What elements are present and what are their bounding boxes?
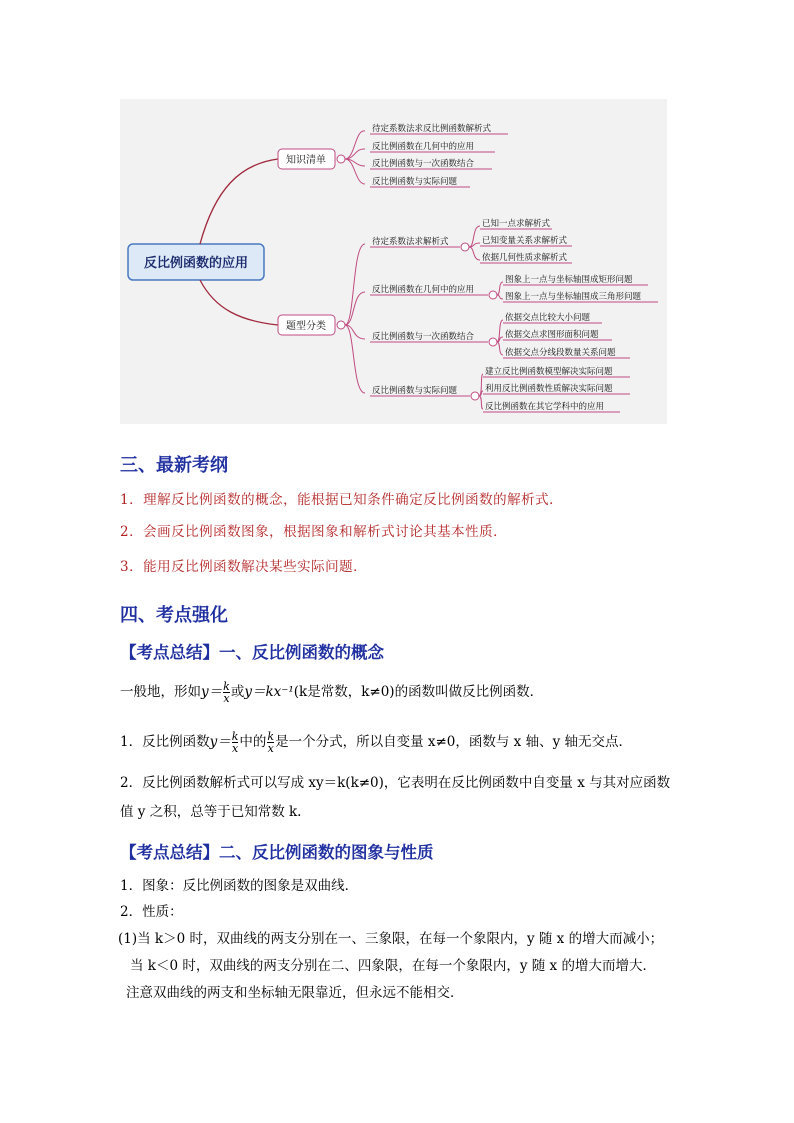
concept-point-2-cont: 值 y 之积，总等于已知常数 k.	[120, 804, 302, 820]
group-item: 利用反比例函数性质解决实际问题	[485, 384, 613, 394]
syllabus-item: 2．会画反比例函数图象，根据图象和解析式讨论其基本性质．	[120, 524, 508, 540]
mind-map-root: 反比例函数的应用	[143, 256, 249, 271]
connector-root-branch1	[200, 159, 278, 244]
group-item: 图象上一点与坐标轴围成矩形问题	[505, 275, 633, 285]
branch1-item: 反比例函数与一次函数结合	[372, 159, 475, 169]
property-line: 注意双曲线的两支和坐标轴无限靠近，但永远不能相交．	[126, 985, 464, 1001]
concept-definition: 一般地，形如y＝ $\frac{k}{x}$ 或y＝kx⁻¹(k是常数，k≠0)的函数叫做反比例函数．	[120, 680, 544, 705]
syllabus-item: 3．能用反比例函数解决某些实际问题．	[120, 559, 368, 575]
group-label: 反比例函数与一次函数结合	[372, 332, 475, 342]
fraction: $\frac{k}{x}$	[231, 730, 239, 755]
branch1-item: 待定系数法求反比例函数解析式	[372, 124, 492, 134]
group-label: 反比例函数与实际问题	[372, 386, 458, 396]
group-label: 待定系数法求解析式	[372, 237, 449, 247]
branch1-label: 知识清单	[286, 155, 326, 166]
section4-title: 四、考点强化	[120, 605, 228, 626]
property-line: 当 k＜0 时，双曲线的两支分别在二、四象限，在每一个象限内，y 随 x 的增大而增大．	[130, 958, 656, 974]
group-item: 反比例函数在其它学科中的应用	[485, 402, 605, 412]
group-item: 已知一点求解析式	[482, 219, 551, 229]
group-item: 依据几何性质求解析式	[482, 253, 568, 263]
concept-point-2: 2．反比例函数解析式可以写成 xy＝k(k≠0)，它表明在反比例函数中自变量 x 与其对应函数	[120, 775, 671, 791]
group-item: 图象上一点与坐标轴围成三角形问题	[505, 292, 642, 302]
fraction: $\frac{k}{x}$	[267, 730, 275, 755]
section3-title: 三、最新考纲	[120, 455, 228, 476]
syllabus-item: 1．理解反比例函数的概念，能根据已知条件确定反比例函数的解析式．	[120, 492, 564, 508]
concept-point-1: 1．反比例函数y＝ $\frac{k}{x}$ 中的 $\frac{k}{x}$ 是一个分式，所以自变量 x≠0，函数与 x 轴、y 轴无交点．	[120, 730, 632, 755]
collapse-icon[interactable]	[471, 392, 479, 400]
collapse-icon[interactable]	[461, 243, 469, 251]
property-line: 2．性质：	[120, 904, 183, 920]
collapse-icon[interactable]	[489, 338, 497, 346]
property-line: 1．图象：反比例函数的图象是双曲线．	[120, 878, 359, 894]
collapse-icon[interactable]	[337, 321, 345, 329]
group-item: 依据交点求图形面积问题	[505, 330, 599, 340]
property-line: (1)当 k＞0 时，双曲线的两支分别在一、三象限，在每一个象限内，y 随 x 的增大而减小；	[118, 931, 664, 947]
branch1-item: 反比例函数在几何中的应用	[372, 142, 475, 152]
mind-map-diagram	[120, 99, 667, 424]
mind-map	[120, 99, 667, 424]
branch1-item: 反比例函数与实际问题	[372, 177, 458, 187]
branch2-label: 题型分类	[286, 321, 326, 332]
group-item: 建立反比例函数模型解决实际问题	[485, 367, 613, 377]
connector-root-branch2	[200, 280, 278, 325]
topic2-title: 【考点总结】二、反比例函数的图象与性质	[120, 843, 434, 862]
collapse-icon[interactable]	[337, 155, 345, 163]
topic1-title: 【考点总结】一、反比例函数的概念	[120, 643, 384, 662]
collapse-icon[interactable]	[489, 291, 497, 299]
group-item: 已知变量关系求解析式	[482, 236, 568, 246]
group-item: 依据交点分线段数量关系问题	[505, 348, 616, 358]
fraction: $\frac{k}{x}$	[223, 680, 230, 705]
group-label: 反比例函数在几何中的应用	[372, 285, 475, 295]
group-item: 依据交点比较大小问题	[505, 313, 591, 323]
